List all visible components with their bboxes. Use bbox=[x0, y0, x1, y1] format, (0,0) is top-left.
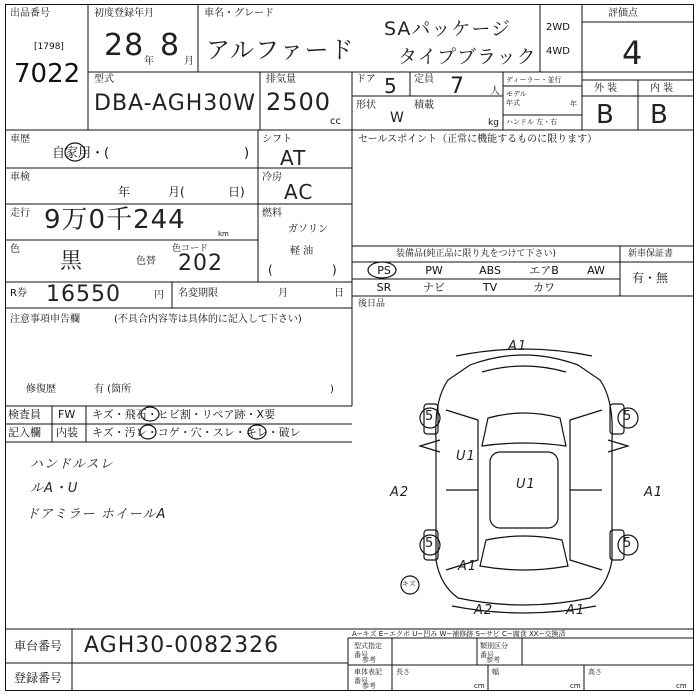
model-year-label: モデル 年式 bbox=[506, 90, 527, 107]
displacement-unit: cc bbox=[330, 116, 341, 127]
interior-score: B bbox=[650, 100, 669, 130]
registration-year-unit: 年 bbox=[144, 56, 154, 67]
sales-point-label: セールスポイント（正常に機能するものに限ります） bbox=[358, 134, 598, 145]
inspector-label-2: 記入欄 bbox=[8, 426, 41, 439]
car-name: アルファード bbox=[206, 36, 355, 64]
recycle-value: 16550 bbox=[46, 282, 121, 307]
height-unit: cm bbox=[676, 682, 687, 690]
mileage-label: 走行 bbox=[10, 208, 30, 219]
inspector-label-1: 検査員 bbox=[8, 408, 41, 421]
doors-label: ドア bbox=[356, 74, 376, 85]
height-label: 高さ bbox=[588, 668, 602, 676]
interior-check-label: 内装 bbox=[56, 426, 78, 439]
history-close: ) bbox=[244, 146, 250, 161]
shape-value: W bbox=[390, 110, 405, 126]
chassis-value: AGH30-0082326 bbox=[84, 633, 280, 658]
weight-unit: kg bbox=[488, 118, 499, 128]
equip-navi: ナビ bbox=[423, 281, 445, 294]
repair-value: 有 (箇所 bbox=[94, 384, 132, 395]
fuel-diesel: 軽 油 bbox=[290, 246, 314, 257]
displacement-value: 2500 bbox=[266, 88, 332, 116]
seats-unit: 人 bbox=[490, 86, 500, 97]
class-label: 類別区分 番号 bbox=[480, 642, 508, 659]
mark-side-left: U1 bbox=[456, 449, 476, 464]
vehicle-ref: 参考 bbox=[362, 682, 376, 690]
fuel-paren-open: ( bbox=[268, 263, 273, 277]
repair-label: 修復歴 bbox=[26, 384, 56, 395]
history-label: 車歴 bbox=[10, 134, 30, 145]
mark-rear-right: A1 bbox=[566, 603, 586, 618]
car-name-label: 車名・グレード bbox=[204, 8, 274, 19]
mark-left-panel: A2 bbox=[390, 485, 410, 500]
fuel-paren-close: ) bbox=[332, 263, 337, 277]
color-value: 黒 bbox=[60, 249, 84, 274]
mark-wheel-fl: 5 bbox=[425, 409, 435, 424]
mileage-unit: km bbox=[218, 230, 229, 238]
mark-right-panel: A1 bbox=[644, 485, 664, 500]
equip-airbag: エアB bbox=[529, 264, 559, 277]
shape-label: 形状 bbox=[356, 100, 376, 111]
model-value: DBA-AGH30W bbox=[94, 91, 257, 116]
notes-hint: (不具合内容等は具体的に記入して下さい) bbox=[114, 314, 302, 325]
equipment-label: 装備品(純正品に限り丸をつけて下さい) bbox=[396, 249, 557, 259]
grade-line-1: SAパッケージ bbox=[384, 18, 512, 40]
equip-ps: PS bbox=[377, 264, 391, 277]
after-items-label: 後日品 bbox=[358, 299, 386, 309]
lot-number: 7022 bbox=[14, 59, 81, 89]
lot-label: 出品番号 bbox=[10, 8, 50, 19]
mark-wheel-rr: 5 bbox=[623, 536, 633, 551]
registration-year: 28 bbox=[104, 28, 145, 63]
mark-rear-left: A1 bbox=[458, 559, 478, 574]
width-unit: cm bbox=[570, 682, 581, 690]
chassis-label: 車台番号 bbox=[14, 639, 63, 653]
equip-sr: SR bbox=[376, 281, 392, 294]
equip-tv: TV bbox=[482, 281, 498, 294]
damage-legend: A−キズ E−エクボ U−凹み W−補修跡 S−サビ C−腐食 XX−交換済 bbox=[352, 630, 566, 638]
recycle-label: R券 bbox=[10, 288, 27, 299]
displacement-label: 排気量 bbox=[266, 74, 296, 85]
length-unit: cm bbox=[474, 682, 485, 690]
doors-value: 5 bbox=[384, 74, 398, 98]
mileage-value: 9万0千244 bbox=[44, 205, 186, 235]
mark-rear-bumper: A2 bbox=[474, 603, 494, 618]
class-ref: 参考 bbox=[486, 656, 500, 664]
inspection-label: 車検 bbox=[10, 172, 30, 183]
color-label: 色 bbox=[10, 244, 20, 255]
dealer-label: ディーラー・並行 bbox=[506, 76, 562, 84]
weight-label: 積載 bbox=[414, 100, 434, 111]
handwritten-note-3: ドアミラー ホイールA bbox=[26, 507, 167, 522]
type-cert-ref: 参考 bbox=[362, 656, 376, 664]
transfer-day: 日 bbox=[334, 288, 344, 299]
fuel-gasoline: ガソリン bbox=[288, 224, 328, 235]
fw-label: FW bbox=[58, 408, 76, 421]
drive-2wd: 2WD bbox=[546, 22, 570, 33]
exterior-label: 外 装 bbox=[594, 83, 618, 94]
shift-value: AT bbox=[280, 146, 307, 170]
color-code-value: 202 bbox=[178, 251, 223, 276]
ac-label: 冷房 bbox=[262, 172, 282, 183]
equip-pw: PW bbox=[425, 264, 443, 277]
transfer-label: 名変期限 bbox=[178, 288, 218, 299]
mark-wheel-rl: 5 bbox=[425, 536, 435, 551]
model-year-unit: 年 bbox=[570, 100, 577, 108]
lot-small-number: [1798] bbox=[34, 42, 64, 52]
mark-front-bumper: A1 bbox=[508, 339, 528, 354]
registration-month: 8 bbox=[160, 28, 181, 63]
inspection-year-unit: 年 bbox=[118, 185, 131, 199]
interior-label: 内 装 bbox=[650, 83, 674, 94]
history-value: 自家用・( bbox=[52, 146, 110, 161]
handwritten-note-1: ハンドルスレ bbox=[30, 457, 114, 472]
color-code-label: 色コード bbox=[172, 244, 209, 254]
recycle-unit: 円 bbox=[154, 290, 164, 301]
mark-wheel-fr: 5 bbox=[623, 409, 633, 424]
interior-check-items: キズ・汚レ・コゲ・穴・スレ・キレ・破レ bbox=[92, 426, 301, 439]
exterior-score: B bbox=[596, 100, 615, 130]
drive-4wd: 4WD bbox=[546, 46, 570, 57]
warranty-value: 有・無 bbox=[632, 271, 669, 285]
notes-label: 注意事項申告欄 bbox=[10, 314, 80, 325]
fw-items: キズ・飛石・ヒビ割・リペア跡・X要 bbox=[92, 408, 276, 421]
equip-leather: カワ bbox=[533, 281, 555, 294]
length-label: 長さ bbox=[396, 668, 410, 676]
inspection-month-unit: 月( bbox=[168, 185, 185, 199]
registration-number-label: 登録番号 bbox=[14, 671, 63, 685]
ac-value: AC bbox=[284, 180, 314, 204]
registration-month-unit: 月 bbox=[184, 56, 194, 67]
equip-aw: AW bbox=[587, 264, 605, 277]
shift-label: シフト bbox=[262, 134, 292, 145]
repaint-label: 色替 bbox=[136, 256, 156, 267]
mark-scratch-note: キズ bbox=[402, 580, 416, 588]
seats-label: 定員 bbox=[414, 74, 434, 85]
seats-value: 7 bbox=[450, 74, 465, 99]
grade-line-2: タイプブラック bbox=[398, 46, 537, 68]
score-label: 評価点 bbox=[608, 8, 638, 19]
repair-close: ) bbox=[330, 384, 334, 395]
equip-abs: ABS bbox=[479, 264, 501, 277]
width-label: 幅 bbox=[492, 668, 499, 676]
registration-label: 初度登録年月 bbox=[94, 8, 154, 19]
vehicle-label: 車体表記 番号 bbox=[354, 668, 382, 685]
inspection-day-unit: 日) bbox=[228, 185, 245, 199]
model-label: 型式 bbox=[94, 74, 114, 85]
score-value: 4 bbox=[622, 34, 644, 72]
fuel-label: 燃料 bbox=[262, 208, 282, 219]
warranty-label: 新車保証書 bbox=[628, 249, 674, 259]
handle-label: ハンドル 左・右 bbox=[506, 118, 558, 126]
transfer-month: 月 bbox=[278, 288, 288, 299]
type-cert-label: 型式指定 番号 bbox=[354, 642, 382, 659]
handwritten-note-2: ルA・U bbox=[30, 481, 79, 496]
mark-roof: U1 bbox=[516, 477, 536, 492]
